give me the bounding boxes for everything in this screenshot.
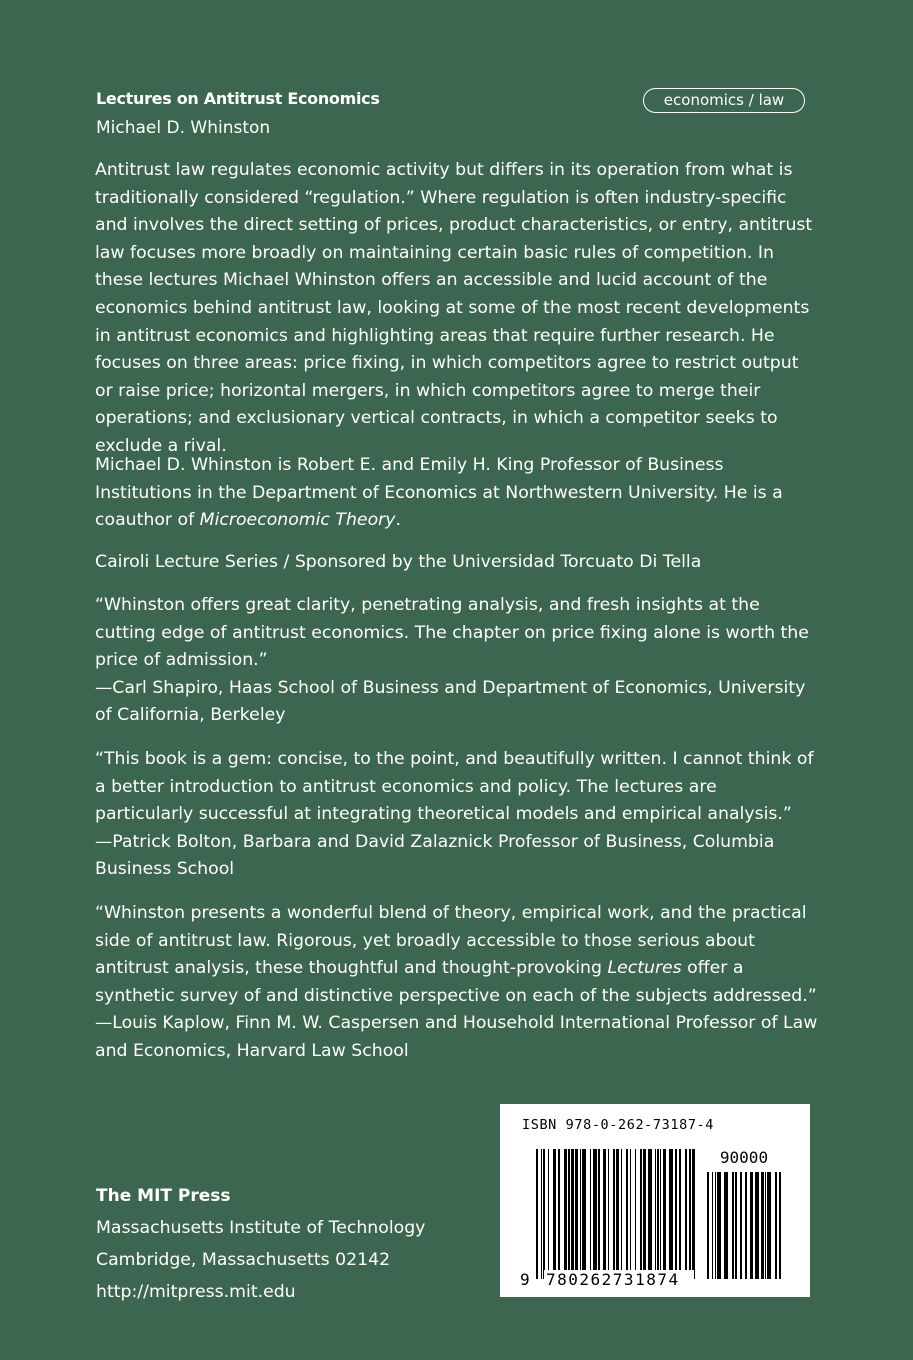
isbn-barcode <box>500 1104 810 1297</box>
barcode-bar <box>717 1172 721 1279</box>
review-quote: “Whinston offers great clarity, penetrating analysis, and fresh insights at the cutting edge of antitrust economics. The chapter on price fixing alone is worth the price of admission.” <box>95 595 809 671</box>
barcode-bars <box>536 1149 696 1279</box>
publisher-institution: Massachusetts Institute of Technology <box>96 1218 426 1238</box>
barcode-bar <box>643 1149 646 1279</box>
barcode-bar <box>648 1149 652 1279</box>
barcode-bar <box>571 1149 574 1279</box>
barcode-bar <box>640 1149 642 1279</box>
barcode-bar <box>616 1149 619 1279</box>
barcode-bar <box>692 1149 695 1279</box>
review-quote <box>95 900 820 1010</box>
review-3 <box>95 900 820 1066</box>
barcode-bar <box>608 1149 609 1279</box>
barcode-bar <box>635 1149 636 1279</box>
review-attribution: —Louis Kaplow, Finn M. W. Caspersen and Household International Professor of Law and Economics, Harvard Law School <box>95 1013 818 1061</box>
barcode-bar <box>755 1172 759 1279</box>
barcode-bar <box>740 1172 742 1279</box>
barcode-bar <box>767 1172 771 1279</box>
publisher-address: Cambridge, Massachusetts 02142 <box>96 1250 391 1270</box>
barcode-bar <box>603 1149 606 1279</box>
bio-end: . <box>395 510 401 531</box>
barcode-bar <box>685 1149 687 1279</box>
barcode-bar <box>735 1172 737 1279</box>
barcode-bar <box>732 1172 734 1279</box>
barcode-bar <box>779 1172 781 1279</box>
author-bio <box>95 452 820 535</box>
barcode-bar <box>660 1149 661 1279</box>
barcode-bar <box>775 1172 777 1279</box>
barcode-bar <box>543 1149 545 1279</box>
barcode-main-digits: 780262731874 <box>544 1270 694 1289</box>
review-quote: “This book is a gem: concise, to the point, and beautifully written. I cannot think of a better introduction to antitrust economics and policy. The lectures are particularly successful at integrating theoretical models and empirical analysis.” <box>95 749 814 825</box>
barcode-bar <box>630 1149 631 1279</box>
barcode-bar <box>761 1172 764 1279</box>
barcode-addon-bars <box>707 1172 781 1279</box>
barcode-first-digit: 9 <box>520 1270 530 1289</box>
review-attribution: —Patrick Bolton, Barbara and David Zalaznick Professor of Business, Columbia Business School <box>95 831 775 880</box>
bio-text: Michael D. Whinston is Robert E. and Emily H. King Professor of Business Institutions in the Department of Economics at Northwestern University. He is a coauthor of <box>95 455 783 531</box>
barcode-bar <box>558 1149 560 1279</box>
barcode-bar <box>707 1172 709 1279</box>
barcode-bar <box>541 1149 542 1279</box>
barcode-bar <box>582 1149 586 1279</box>
barcode-bar <box>553 1149 556 1279</box>
publisher-block <box>96 1180 425 1308</box>
barcode-bar <box>657 1149 659 1279</box>
publisher-name: The MIT Press <box>96 1186 231 1206</box>
publisher-url: http://mitpress.mit.edu <box>96 1282 296 1302</box>
series-line: Cairoli Lecture Series / Sponsored by the Universidad Torcuato Di Tella <box>95 552 702 572</box>
barcode-bar <box>536 1149 538 1279</box>
barcode-bar <box>590 1149 591 1279</box>
category-badge: economics / law <box>643 88 805 113</box>
review-2 <box>95 746 820 884</box>
barcode-bar <box>765 1172 766 1279</box>
isbn-label: ISBN 978-0-262-73187-4 <box>522 1117 715 1133</box>
barcode-bar <box>689 1149 691 1279</box>
barcode-bar <box>568 1149 570 1279</box>
review-quote-start: “Whinston presents a wonderful blend of theory, empirical work, and the practical side of antitrust law. Rigorous, yet broadly accessible to those serious about antitrust analysis, these thoughtful and thought-provoking <box>95 903 807 979</box>
barcode-bar <box>669 1149 673 1279</box>
barcode-bar <box>745 1172 747 1279</box>
barcode-bar <box>750 1172 753 1279</box>
book-author: Michael D. Whinston <box>96 118 271 138</box>
barcode-bar <box>626 1149 628 1279</box>
barcode-bar <box>712 1172 713 1279</box>
review-attribution: —Carl Shapiro, Haas School of Business and Department of Economics, University of California, Berkeley <box>95 677 806 726</box>
barcode-addon-number: 90000 <box>719 1148 769 1167</box>
barcode-bar <box>663 1149 666 1279</box>
barcode-bar <box>598 1149 600 1279</box>
description-paragraph: Antitrust law regulates economic activity but differs in its operation from what is traditionally considered “regulation.” Where regulation is often industry-specific and involves the direct setting of prices, product characteristics, or entry, antitrust law focuses more broadly on maintaining certain basic rules of competition. In these lectures Michael Whinston offers an accessible and lucid account of the economics behind antitrust law, looking at some of the most recent developments in antitrust economics and highlighting areas that require further research. He focuses on three areas: price fixing, in which competitors agree to restrict output or raise price; horizontal mergers, in which competitors agree to merge their operations; and exclusionary vertical contracts, in which a competitor seeks to exclude a rival. <box>95 160 813 456</box>
barcode-bar <box>613 1149 615 1279</box>
barcode-bar <box>564 1149 567 1279</box>
barcode-bar <box>621 1149 622 1279</box>
barcode-bar <box>655 1149 656 1279</box>
barcode-bar <box>675 1149 677 1279</box>
review-quote-end: offer a synthetic survey of and distinctive perspective on each of the subjects addressed.” <box>95 958 817 1006</box>
barcode-bar <box>679 1149 681 1279</box>
review-quote-italic: Lectures <box>607 958 682 979</box>
review-1 <box>95 592 820 730</box>
barcode-bar <box>580 1149 581 1279</box>
barcode-bar <box>593 1149 597 1279</box>
barcode-bar <box>548 1149 549 1279</box>
book-title: Lectures on Antitrust Economics <box>96 89 380 108</box>
barcode-bar <box>724 1172 728 1279</box>
barcode-bar <box>575 1149 578 1279</box>
bio-book-title: Microeconomic Theory <box>199 510 396 531</box>
barcode-bar <box>715 1172 716 1279</box>
